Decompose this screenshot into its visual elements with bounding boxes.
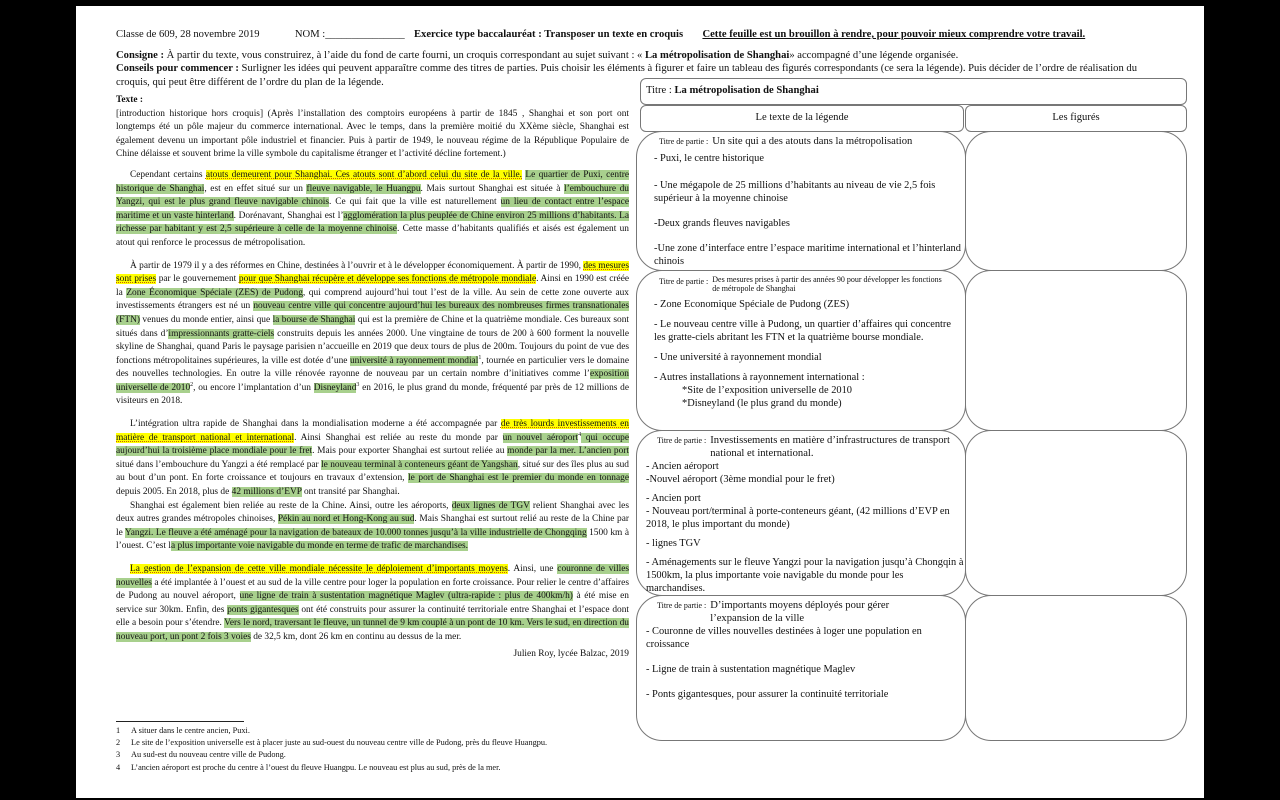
legend-item: - Ancien port xyxy=(646,493,701,504)
highlight-element: exposition universelle de 2010 xyxy=(116,369,629,393)
consigne-label: Consigne : xyxy=(116,50,164,61)
text-run: venues du monde entier, ainsi que xyxy=(139,314,273,325)
text-run: depuis 2005. En 2018, plus de xyxy=(116,487,232,498)
legend-item: - Zone Economique Spéciale de Pudong (ZES) xyxy=(654,299,850,310)
text-run: . Mais surtout Shanghai est située à xyxy=(420,183,564,194)
highlight-element: un nouvel aéroport xyxy=(502,432,579,443)
figures-part-2[interactable] xyxy=(965,270,1187,431)
highlight-element: l’embouchure du Yangzi, qui est le plus grand fleuve navigable chinois xyxy=(116,183,629,208)
highlight-element: a plus importante voie navigable du monde en terme de trafic de marchandises. xyxy=(170,541,468,552)
figures-part-1[interactable] xyxy=(965,131,1187,271)
legend-item: - Nouveau port/terminal à porte-conteneurs géant, (42 millions d’EVP en 2018, le plus important du monde) xyxy=(646,506,950,530)
text-run: . Ainsi, une xyxy=(507,564,558,574)
text-run: en 2016, le plus grand du monde, fréquenté par près de 12 millions de visiteurs en 2018. xyxy=(116,382,630,407)
highlight-element: impressionnants gratte-ciels xyxy=(168,328,275,339)
footnotes xyxy=(116,725,636,774)
highlight-element: un lieu de contact entre l’espace maritime et un vaste hinterland xyxy=(116,197,629,221)
highlight-element: Vers le nord, traversant le fleuve, un tunnel de 9 km couplé à un pont de 10 km. Vers le sud, en direction du nouveau port, un pont 2 fois 3 voies xyxy=(116,618,629,642)
text-run: À partir de 1979 il y a des réformes en Chine, destinées à l’ouvrir et à le développer économiquement. À partir de 1990, xyxy=(130,260,584,271)
highlight-element: agglomération la plus peuplée de Chine environ 25 millions d’habitants. La richesse par habitant y est 2,5 supérieure à celle de la moyenne chinoise xyxy=(116,210,629,235)
conseils-text: Surligner les idées qui peuvent apparaître comme des titres de parties. Puis choisir les éléments à figurer et faire un tableau des figurés correspondants (ce sera la légende). Puis décider de l’ordre de réalisation du croquis, qui peut être différent de l’ordre du plan de la légende. xyxy=(116,63,1137,88)
highlight-element: ponts gigantesques xyxy=(227,604,299,615)
highlight-element: 42 millions d’EVP xyxy=(231,487,302,498)
draft-note: Cette feuille est un brouillon à rendre, pour pouvoir mieux comprendre votre travail. xyxy=(702,29,1086,40)
paragraph-5 xyxy=(116,563,629,645)
text-run: , tournée en particulier vers le domaine des nouvelles technologies. En outre la ville rénovée rayonne de nouveau par un certain nombre d’initiatives comme l’ xyxy=(116,355,629,380)
consigne xyxy=(116,49,958,62)
highlight-element: une ligne de train à sustentation magnétique Maglev (ultra-rapide : plus de 400km/h) xyxy=(239,591,573,602)
highlight-element: le nouveau terminal à conteneurs géant de Yangshan xyxy=(321,459,518,470)
footnote-rule xyxy=(116,721,244,722)
figures-part-3[interactable] xyxy=(965,430,1187,596)
part-title: Titre de partie : D’importants moyens déployés pour gérer l’expansion de la ville xyxy=(657,600,890,624)
highlight-element: fleuve navigable, le Huangpu xyxy=(306,183,421,194)
footnote-ref: 3 xyxy=(356,381,360,388)
highlight-element: deux lignes de TGV xyxy=(451,500,530,511)
highlight-element: le port de Shanghai est le premier du monde en tonnage xyxy=(408,473,629,484)
nom-blank: _______________ xyxy=(325,29,405,40)
exercise-title: Exercice type baccalauréat : Transposer un texte en croquis xyxy=(413,29,684,40)
paragraph-3 xyxy=(116,418,629,500)
part-title: Titre de partie : Des mesures prises à partir des années 90 pour développer les fonctions de métropole de Shanghai xyxy=(659,275,942,293)
footnote: 2 Le site de l’exposition universelle est à placer juste au sud-ouest du nouveau centre ville de Pudong, près du fleuve Huangpu. xyxy=(116,738,548,748)
legend-item: - Aménagements sur le fleuve Yangzi pour la navigation jusqu’à Chongqin à 1500km, la plus importante voie navigable du monde pour les marchandises. xyxy=(646,557,964,594)
column-header-figures: Les figurés xyxy=(965,105,1187,132)
text-run: ont été construits pour assurer la continuité territoriale entre Shanghai et l’espace dont elle a besoin pour s’étendre. xyxy=(116,604,629,629)
highlight-element: nouveau centre ville qui concentre aujourd’hui les bureaux des nombreuses firmes transnationales (FTN) xyxy=(116,301,630,325)
text-run: construits depuis les années 2000. Une vingtaine de tours de 200 à 600 forment la nouvelle skyline de Shanghai, quand Paris le paysage parisien n’accueille en 2019 que deux tours de plus de 200m. Toujours du point de vue des fonctions métropolitaines supérieures, la ville est dotée d’une xyxy=(116,328,629,366)
legend-item: - Une université à rayonnement mondial xyxy=(654,352,822,363)
text-run: qui est la première de Chine et la quatrième mondiale. Ces bureaux sont situés dans d’ xyxy=(116,314,630,339)
text-run: . Ainsi en 1990 est créée la xyxy=(116,274,630,298)
legend-item: - lignes TGV xyxy=(646,538,701,549)
legend-title-label: Titre : xyxy=(646,85,675,96)
intro-paragraph: [introduction historique hors croquis] (Après l’installation des comptoirs européens à partir de 1845 , Shanghai et son port ont longtemps été un pôle majeur du commerce international. Avec le temps, dans la première moitié du XXème siècle, Shanghai est également devenu un important pôle industriel et financier. Puis à partir de 1949, le nouveau régime de la République Populaire de Chine délaisse et souvent brime la ville symbole du capitalisme étranger et l’activité décline fortement.) xyxy=(116,108,629,160)
legend-item: - Ancien aéroport xyxy=(646,461,719,472)
highlight-title-idea: pour que Shanghai récupère et développe ses fonctions de métropole mondiale xyxy=(238,274,537,285)
nom-label: NOM : xyxy=(294,29,326,40)
text-run: . Cette masse d’habitants qualifiés et aisés est également un atout qui renforce le processus de métropolisation. xyxy=(116,224,629,248)
highlight-element: université à rayonnement mondial xyxy=(349,355,479,366)
legend-title-value: La métropolisation de Shanghai xyxy=(674,85,819,96)
figures-part-4[interactable] xyxy=(965,595,1187,741)
highlight-title-idea: La gestion de l’expansion de cette ville mondiale nécessite le déploiement d’importants moyens xyxy=(130,564,508,574)
legend-part-4[interactable] xyxy=(636,595,966,741)
highlight-element: couronne de villes nouvelles xyxy=(116,564,629,588)
highlight-title-idea: atouts demeurent pour Shanghai. Ces atouts sont d’abord celui du site de la ville. xyxy=(205,169,523,180)
text-run: , ou encore l’implantation d’un xyxy=(193,382,314,393)
legend-item: *Site de l’exposition universelle de 2010 xyxy=(682,385,852,396)
footnote-ref: 2 xyxy=(190,381,194,388)
legend-item: -Une zone d’interface entre l’espace maritime international et l’hinterland chinois xyxy=(654,243,961,267)
text-run: L’intégration ultra rapide de Shanghai dans la mondialisation moderne a été accompagnée par xyxy=(130,419,501,430)
text-run: Cependant certains xyxy=(130,169,206,180)
text-run: 1500 km à l’ouest. C’est l xyxy=(116,527,629,552)
highlight-element: Le quartier de Puxi, centre historique de Shanghai xyxy=(116,169,629,194)
highlight-element: la bourse de Shanghai xyxy=(272,314,356,325)
paragraph-2 xyxy=(116,260,629,410)
legend-item: -Deux grands fleuves navigables xyxy=(654,218,790,229)
text-run: a été implantée à l’ouest et au sud de la ville centre pour loger la population en forte croissance. Pour relier le centre d’affaires de Pudong au nouvel aéroport, xyxy=(116,577,629,602)
source-text xyxy=(116,94,629,661)
text-run: , est en effet situé sur un xyxy=(204,183,307,194)
text-run: . Dorénavant, Shanghai est l’ xyxy=(233,210,344,221)
footnote-ref: 4 xyxy=(578,431,582,438)
legend-part-1[interactable] xyxy=(636,131,966,271)
highlight-element: Yangzi. Le fleuve a été aménagé pour la navigation de bateaux de 10.000 tonnes jusqu’à la ville industrielle de Chongqing xyxy=(124,527,587,538)
footnote: 1 A situer dans le centre ancien, Puxi. xyxy=(116,726,250,735)
legend-part-2[interactable] xyxy=(636,270,966,431)
legend-item: - Autres installations à rayonnement international : xyxy=(654,372,865,383)
legend-item: - Couronne de villes nouvelles destinées à loger une population en croissance xyxy=(646,626,922,650)
text-run: , situé sur des îles plus au sud au bout d’un pont. En forte croissance et toujours en travaux d’extension, xyxy=(116,459,629,484)
part-title: Titre de partie : Un site qui a des atouts dans la métropolisation xyxy=(659,136,913,147)
column-header-legend: Le texte de la légende xyxy=(640,105,964,132)
footnote-ref: 1 xyxy=(478,354,482,361)
consigne-subject: La métropolisation de Shanghai xyxy=(644,50,790,61)
highlight-title-idea: des mesures sont prises xyxy=(116,260,629,285)
text-run: à été mise en service sur 30km. Enfin, des xyxy=(116,591,629,615)
text-run: , qui comprend aujourd’hui tout l’est de la ville. Au sein de cette zone ouverte aux investissements étrangers est né un xyxy=(116,287,629,312)
legend-item: *Disneyland (le plus grand du monde) xyxy=(682,398,842,409)
paragraph-1 xyxy=(116,169,629,251)
texte-label: Texte : xyxy=(116,95,143,105)
highlight-element: Disneyland xyxy=(313,382,357,393)
worksheet-page xyxy=(76,6,1204,798)
text-run: par le gouvernement xyxy=(156,274,239,285)
text-run: . Ainsi Shanghai est reliée au reste du monde par xyxy=(294,432,503,443)
signature: Julien Roy, lycée Balzac, 2019 xyxy=(513,648,629,659)
class-date: Classe de 609, 28 novembre 2019 xyxy=(116,29,260,40)
legend-item: - Une mégapole de 25 millions d’habitants au niveau de vie 2,5 fois supérieur à la moyenne chinoise xyxy=(654,180,936,204)
text-run: Shanghai est également bien reliée au reste de la Chine. Ainsi, outre les aéroports, xyxy=(130,500,452,511)
highlight-element: Pékin au nord et Hong-Kong au sud xyxy=(277,514,415,525)
highlight-element: Zone Économique Spéciale (ZES) de Pudong xyxy=(126,287,303,298)
consigne-end: » accompagné d’une légende organisée. xyxy=(789,50,959,61)
text-run: . Ce qui fait que la ville est naturellement xyxy=(329,197,501,208)
legend-item: - Le nouveau centre ville à Pudong, un quartier d’affaires qui concentre les gratte-ciels abritant les FTN et la quatrième bourse mondiale. xyxy=(654,319,951,343)
highlight-element: monde par la mer. L’ancien port xyxy=(507,446,629,457)
highlight-title-idea: de très lourds investissements en matière de transport national et international xyxy=(116,419,629,443)
text-run: . Mais pour exporter Shanghai est surtout reliée au xyxy=(312,446,508,457)
part-title: Titre de partie : Investissements en matière d’infrastructures de transport national et international. xyxy=(657,435,951,459)
legend-item: - Ponts gigantesques, pour assurer la continuité territoriale xyxy=(646,689,889,700)
legend-item: - Ligne de train à sustentation magnétique Maglev xyxy=(646,664,856,675)
legend-title-box[interactable] xyxy=(640,78,1187,105)
header-line xyxy=(116,28,1085,41)
footnote: 3 Au sud-est du nouveau centre ville de Pudong. xyxy=(116,750,286,760)
text-run: de 32,5 km, dont 26 km en continu au dessus de la mer. xyxy=(250,631,462,642)
footnote: 4 L’ancien aéroport est proche du centre à l’ouest du fleuve Huangpu. Le nouveau est plus au sud, près de la mer. xyxy=(116,762,501,772)
consigne-text: À partir du texte, vous construirez, à l’aide du fond de carte fourni, un croquis correspondant au sujet suivant : « xyxy=(163,50,645,61)
text-run: ont transité par Shanghai. xyxy=(301,487,400,498)
legend-item: -Nouvel aéroport (3ème mondial pour le fret) xyxy=(646,474,835,485)
text-run: relient Shanghai avec les deux autres grandes métropoles chinoises, xyxy=(116,500,629,525)
legend-part-3[interactable] xyxy=(636,430,966,596)
legend-item: - Puxi, le centre historique xyxy=(654,153,764,164)
highlight-element: qui occupe aujourd’hui la troisième place mondiale pour le fret xyxy=(116,432,630,457)
text-run: . Mais Shanghai est surtout relié au reste de la Chine par le xyxy=(116,514,629,538)
conseils-label: Conseils pour commencer : xyxy=(116,63,239,74)
text-run: situé dans l’embouchure du Yangzi a été remplacé par xyxy=(116,459,322,470)
paragraph-4 xyxy=(116,500,629,554)
